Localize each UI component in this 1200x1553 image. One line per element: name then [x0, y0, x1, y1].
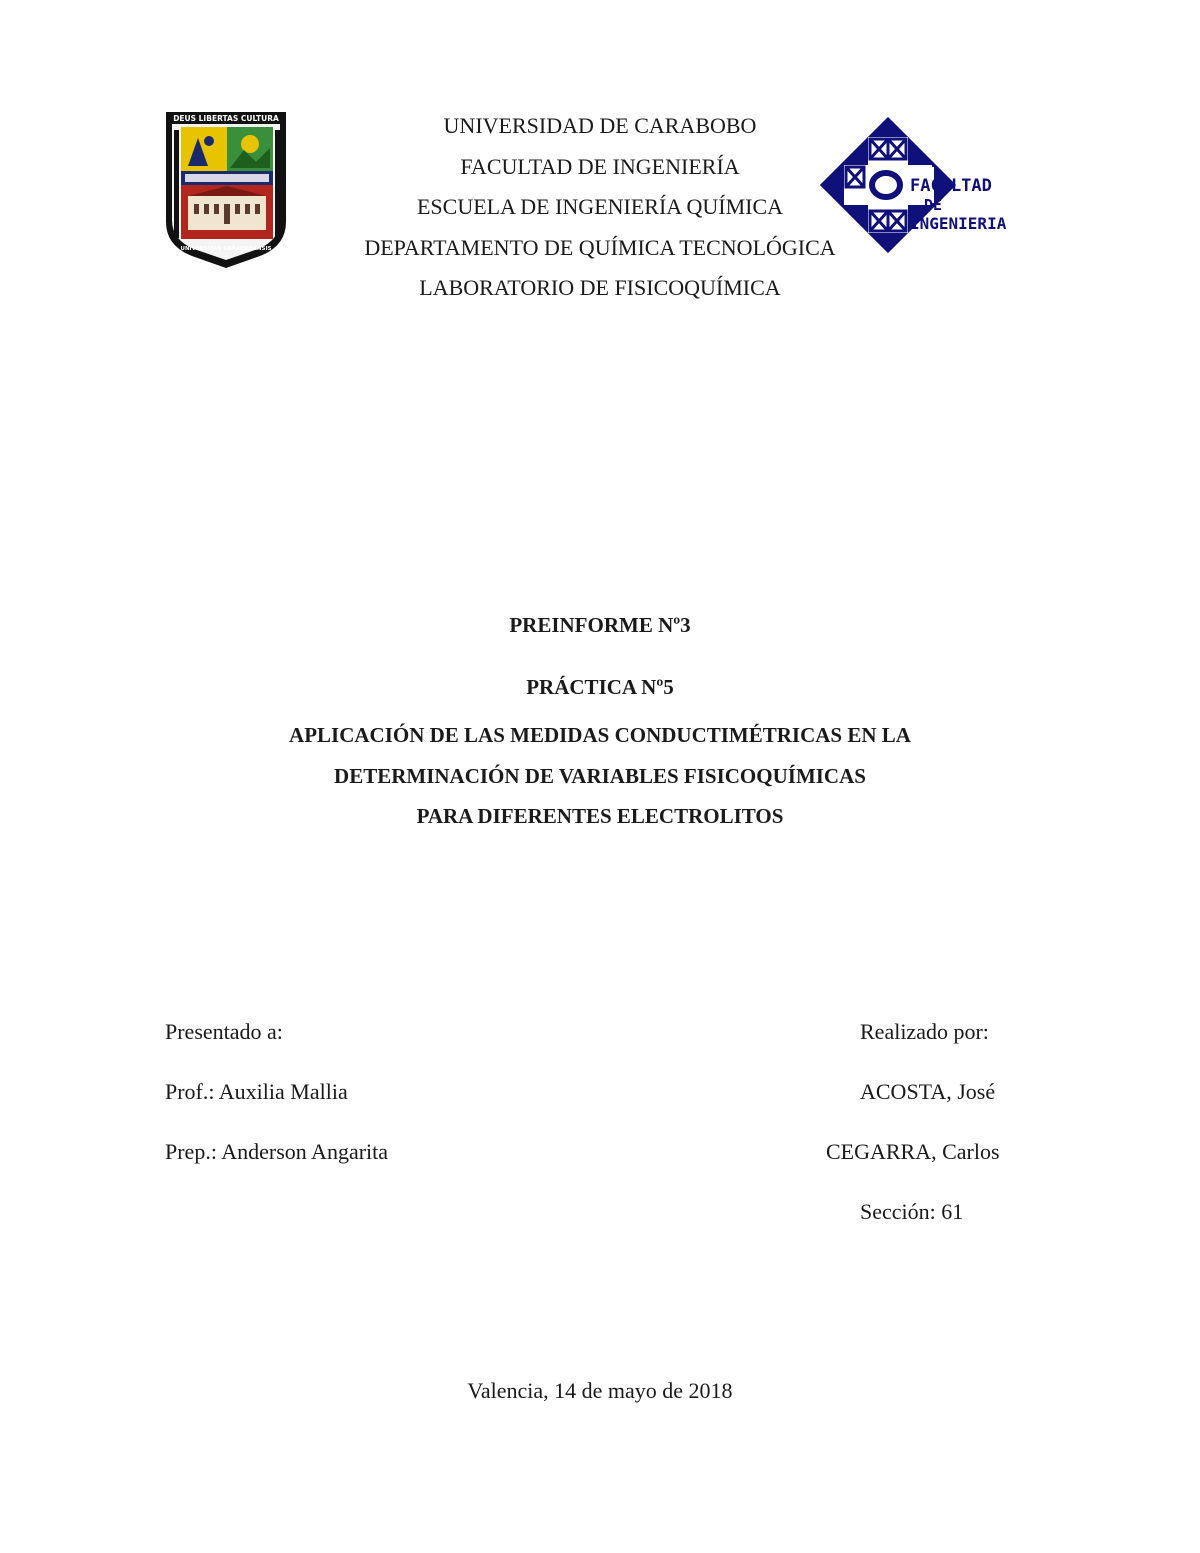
report-number: PREINFORME Nº3	[509, 613, 691, 637]
header-school: ESCUELA DE INGENIERÍA QUÍMICA	[416, 194, 784, 219]
author-2: CEGARRA, Carlos	[826, 1139, 1000, 1164]
subject-line-3: PARA DIFERENTES ELECTROLITOS	[416, 804, 784, 828]
header-department: DEPARTAMENTO DE QUÍMICA TECNOLÓGICA	[364, 234, 836, 260]
section-number: Sección: 61	[860, 1199, 964, 1224]
subject-line-1: APLICACIÓN DE LAS MEDIDAS CONDUCTIMÉTRICAS EN LA	[289, 723, 911, 747]
author-1: ACOSTA, José	[860, 1079, 996, 1104]
practice-number: PRÁCTICA Nº5	[526, 675, 674, 699]
preparer-name: Prep.: Anderson Angarita	[165, 1139, 389, 1164]
header-university: UNIVERSIDAD DE CARABOBO	[443, 113, 757, 138]
subject-line-2: DETERMINACIÓN DE VARIABLES FISICOQUÍMICAS	[334, 763, 866, 788]
faculty-engineering-logo	[818, 115, 1023, 255]
crest-ring-text: UNIVERSITAS CARABOBENSIS	[180, 246, 272, 252]
crest-motto: DEUS LIBERTAS CULTURA	[173, 114, 279, 123]
place-and-date: Valencia, 14 de mayo de 2018	[467, 1378, 733, 1403]
professor-name: Prof.: Auxilia Mallia	[165, 1079, 348, 1104]
faculty-logo-line-2: DE	[924, 196, 943, 214]
header-laboratory: LABORATORIO DE FISICOQUÍMICA	[419, 275, 781, 300]
report-subject	[150, 715, 1050, 837]
header-faculty: FACULTAD DE INGENIERÍA	[460, 153, 740, 179]
faculty-logo-line-1: FACULTAD	[910, 176, 992, 196]
made-by-label: Realizado por:	[860, 1019, 989, 1044]
presented-to-label: Presentado a:	[165, 1019, 283, 1044]
university-crest-logo	[164, 110, 288, 270]
faculty-logo-line-3: INGENIERIA	[910, 214, 1007, 233]
institution-header	[300, 106, 900, 309]
